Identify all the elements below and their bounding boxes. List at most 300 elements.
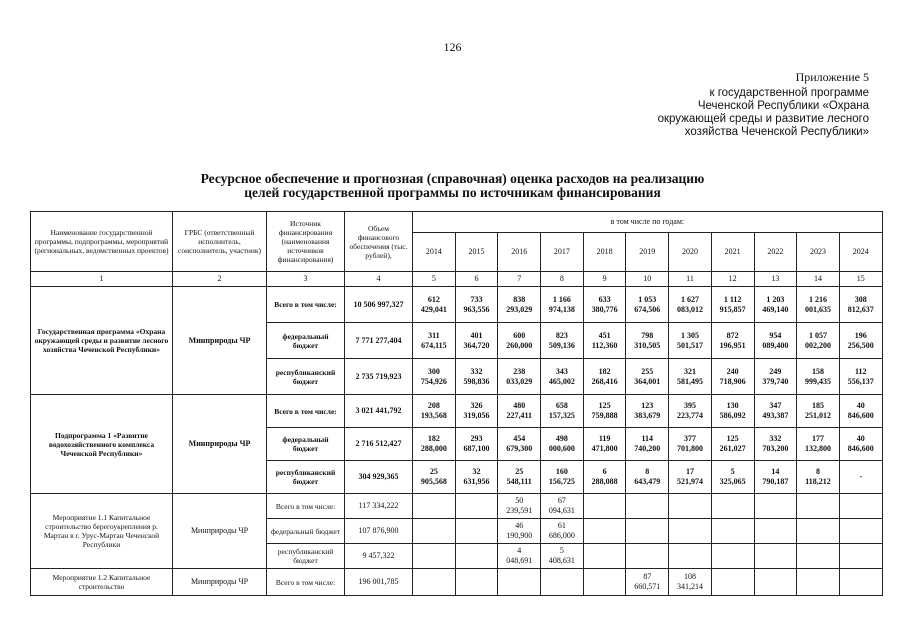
value-remainder: 193,568 [420, 411, 447, 420]
year-value [669, 323, 712, 359]
year-value [413, 461, 456, 494]
row-source: федеральный бюджет [267, 519, 345, 544]
year-value [797, 287, 840, 323]
header-year: 2016 [498, 233, 541, 272]
value-thousands: 40 [856, 434, 865, 443]
value-thousands: 1 627 [680, 294, 699, 304]
year-value [711, 461, 754, 494]
value-remainder: 223,774 [676, 411, 703, 420]
year-value [839, 323, 882, 359]
year-value [498, 461, 541, 494]
value-thousands: 125 [726, 434, 739, 443]
year-value [583, 544, 626, 569]
value-thousands: 733 [470, 294, 483, 304]
header-year: 2021 [711, 233, 754, 272]
value-remainder: 132,800 [805, 444, 832, 453]
row-volume: 2 716 512,427 [345, 428, 413, 461]
row-name: Мероприятие 1.1 Капитальное строительство берегоукрепления р. Мартан в г. Урус-Мартан Чеченской Республики [31, 494, 173, 569]
value-thousands: 238 [513, 366, 526, 376]
year-value [583, 494, 626, 519]
value-remainder: 260,000 [506, 340, 533, 350]
year-value [754, 461, 797, 494]
value-remainder: 999,435 [805, 376, 832, 386]
row-name: Государственная программа «Охрана окружающей среды и развитие лесного хозяйства Чеченской Республики» [31, 287, 173, 395]
header-year: 2020 [669, 233, 712, 272]
value-thousands: 5 [730, 467, 735, 476]
year-value [455, 519, 498, 544]
value-remainder: 548,111 [506, 477, 532, 486]
value-remainder: 493,387 [762, 411, 789, 420]
value-remainder: 521,974 [676, 477, 703, 486]
value-remainder: 915,857 [719, 304, 746, 314]
year-value [583, 519, 626, 544]
value-remainder: 429,041 [420, 304, 447, 314]
year-value [455, 323, 498, 359]
header-year: 2014 [413, 233, 456, 272]
year-value [583, 428, 626, 461]
value-remainder: 227,411 [506, 411, 532, 420]
value-remainder: 239,591 [506, 506, 533, 515]
column-index: 12 [711, 272, 754, 287]
value-remainder: 256,500 [847, 340, 874, 350]
year-value [754, 395, 797, 428]
year-value [754, 494, 797, 519]
row-name: Мероприятие 1.2 Капитальное строительство [31, 569, 173, 596]
value-remainder: 380,776 [591, 304, 618, 314]
value-thousands: 612 [427, 294, 440, 304]
year-value [455, 569, 498, 596]
value-remainder: 754,926 [420, 376, 447, 386]
value-remainder: 319,056 [463, 411, 490, 420]
value-thousands: 451 [598, 330, 611, 340]
year-value [797, 461, 840, 494]
value-thousands: 67 [557, 496, 566, 505]
column-index: 13 [754, 272, 797, 287]
year-value [797, 494, 840, 519]
header-year: 2015 [455, 233, 498, 272]
value-remainder: 703,200 [762, 444, 789, 453]
appendix-line: окружающей среды и развитие лесного [657, 113, 869, 125]
value-thousands: 395 [683, 401, 696, 410]
value-remainder: 048,691 [506, 556, 533, 565]
value-remainder: 701,800 [676, 444, 703, 453]
value-remainder: 674,506 [634, 304, 661, 314]
header-grbs: ГРБС (ответственный исполнитель, соисполнитель, участник) [173, 212, 267, 272]
value-remainder: 364,001 [634, 376, 661, 386]
row-source: Всего в том числе: [267, 494, 345, 519]
value-remainder: 963,556 [463, 304, 490, 314]
value-thousands: 332 [769, 434, 782, 443]
row-volume: 117 334,222 [345, 494, 413, 519]
year-value [797, 519, 840, 544]
year-value [839, 494, 882, 519]
value-thousands: 1 112 [723, 294, 742, 304]
header-year: 2022 [754, 233, 797, 272]
header-source: Источник финансирования (наименования источников финансирования) [267, 212, 345, 272]
table-row [31, 287, 883, 323]
year-value [626, 569, 669, 596]
value-thousands: 5 [559, 546, 564, 555]
value-remainder: 598,836 [463, 376, 490, 386]
year-value [669, 519, 712, 544]
value-thousands: 954 [769, 330, 782, 340]
value-thousands: 454 [513, 434, 526, 443]
value-thousands: 343 [555, 366, 568, 376]
value-thousands: 872 [726, 330, 739, 340]
value-thousands: 17 [685, 467, 694, 476]
year-value [669, 494, 712, 519]
value-thousands: 600 [513, 330, 526, 340]
year-value [626, 461, 669, 494]
row-grbs: Минприроды ЧР [173, 395, 267, 494]
year-value [541, 428, 584, 461]
year-value [498, 494, 541, 519]
year-value [541, 323, 584, 359]
year-value [669, 569, 712, 596]
year-value [797, 569, 840, 596]
year-value [797, 395, 840, 428]
row-volume: 2 735 719,923 [345, 359, 413, 395]
column-index: 4 [345, 272, 413, 287]
value-thousands: - [859, 472, 863, 481]
header-year: 2023 [797, 233, 840, 272]
year-value [498, 544, 541, 569]
year-value [583, 461, 626, 494]
year-value [498, 395, 541, 428]
value-remainder: 718,906 [719, 376, 746, 386]
value-thousands: 240 [726, 366, 739, 376]
appendix-line: к государственной программе [709, 87, 869, 99]
value-remainder: 001,635 [805, 304, 832, 314]
column-index: 1 [31, 272, 173, 287]
value-thousands: 160 [555, 467, 568, 476]
year-value [583, 569, 626, 596]
value-thousands: 321 [683, 366, 696, 376]
column-index: 3 [267, 272, 345, 287]
value-remainder: 643,479 [634, 477, 661, 486]
value-thousands: 293 [470, 434, 483, 443]
year-value [498, 569, 541, 596]
header-by-years: в том числе по годам: [413, 212, 883, 233]
value-thousands: 498 [555, 434, 568, 443]
year-value [626, 519, 669, 544]
year-value [626, 359, 669, 395]
appendix-line: хозяйства Чеченской Республики» [684, 126, 869, 138]
year-value [839, 395, 882, 428]
document-title [0, 172, 905, 200]
value-thousands: 1 057 [809, 330, 828, 340]
year-value [839, 359, 882, 395]
year-value [541, 544, 584, 569]
value-thousands: 61 [557, 521, 566, 530]
value-remainder: 033,029 [506, 376, 533, 386]
year-value [626, 287, 669, 323]
resource-table [30, 211, 883, 596]
value-remainder: 293,029 [506, 304, 533, 314]
year-value [455, 428, 498, 461]
value-remainder: 094,631 [548, 506, 575, 515]
value-thousands: 633 [598, 294, 611, 304]
year-value [455, 287, 498, 323]
year-value [669, 287, 712, 323]
value-remainder: 674,115 [421, 340, 447, 350]
value-thousands: 14 [771, 467, 780, 476]
value-thousands: 1 216 [809, 294, 828, 304]
row-source: Всего в том числе: [267, 569, 345, 596]
value-remainder: 261,027 [719, 444, 746, 453]
year-value [498, 519, 541, 544]
value-remainder: 325,065 [719, 477, 746, 486]
value-remainder: 740,200 [634, 444, 661, 453]
year-value [754, 359, 797, 395]
row-source: республиканский бюджет [267, 544, 345, 569]
value-thousands: 798 [641, 330, 654, 340]
year-value [669, 395, 712, 428]
year-value [541, 287, 584, 323]
appendix-label: Приложение 5 [795, 70, 869, 84]
year-value [541, 461, 584, 494]
value-remainder: 157,325 [548, 411, 575, 420]
year-value [413, 323, 456, 359]
year-value [754, 544, 797, 569]
year-value [498, 359, 541, 395]
header-name: Наименование государственной программы, подпрограммы, мероприятий (региональных, ведомственных проектов) [31, 212, 173, 272]
value-remainder: 660,571 [634, 582, 661, 591]
value-thousands: 114 [641, 434, 654, 443]
value-thousands: 177 [812, 434, 825, 443]
value-remainder: 268,416 [591, 376, 618, 386]
value-remainder: 341,214 [676, 582, 703, 591]
value-thousands: 8 [645, 467, 650, 476]
row-name: Подпрограмма 1 «Развитие водохозяйственного комплекса Чеченской Республики» [31, 395, 173, 494]
value-thousands: 87 [643, 572, 652, 581]
year-value [839, 428, 882, 461]
year-value [455, 359, 498, 395]
column-index: 6 [455, 272, 498, 287]
row-source: республиканский бюджет [267, 359, 345, 395]
year-value [583, 323, 626, 359]
value-thousands: 50 [515, 496, 524, 505]
column-index: 7 [498, 272, 541, 287]
year-value [711, 428, 754, 461]
value-thousands: 300 [427, 366, 440, 376]
year-value [754, 287, 797, 323]
row-grbs: Минприроды ЧР [173, 287, 267, 395]
value-remainder: 812,637 [847, 304, 874, 314]
value-thousands: 1 166 [552, 294, 571, 304]
value-thousands: 112 [855, 366, 867, 376]
value-remainder: 846,600 [847, 444, 874, 453]
value-remainder: 631,956 [463, 477, 490, 486]
column-index: 15 [839, 272, 882, 287]
page-number: 126 [443, 40, 462, 54]
header-year: 2024 [839, 233, 882, 272]
year-value [541, 395, 584, 428]
row-source: Всего в том числе: [267, 287, 345, 323]
year-value [455, 544, 498, 569]
row-volume: 196 001,785 [345, 569, 413, 596]
year-value [541, 494, 584, 519]
value-remainder: 469,140 [762, 304, 789, 314]
value-remainder: 379,740 [762, 376, 789, 386]
value-remainder: 000,600 [548, 444, 575, 453]
value-thousands: 185 [812, 401, 825, 410]
year-value [413, 428, 456, 461]
table-row [31, 395, 883, 428]
value-thousands: 25 [515, 467, 524, 476]
year-value [711, 323, 754, 359]
year-value [455, 395, 498, 428]
value-thousands: 208 [427, 401, 440, 410]
value-thousands: 108 [683, 572, 696, 581]
value-thousands: 658 [555, 401, 568, 410]
year-value [669, 428, 712, 461]
column-index: 2 [173, 272, 267, 287]
value-thousands: 255 [641, 366, 654, 376]
column-index: 9 [583, 272, 626, 287]
value-remainder: 310,505 [634, 340, 661, 350]
value-remainder: 190,900 [506, 531, 533, 540]
row-volume: 7 771 277,404 [345, 323, 413, 359]
value-remainder: 846,600 [847, 411, 874, 420]
value-thousands: 8 [816, 467, 821, 476]
value-thousands: 311 [428, 330, 440, 340]
value-remainder: 364,720 [463, 340, 490, 350]
year-value [626, 395, 669, 428]
year-value [498, 323, 541, 359]
header-volume: Объем финансового обеспечения (тыс. рублей), [345, 212, 413, 272]
year-value [413, 395, 456, 428]
value-remainder: 408,631 [548, 556, 575, 565]
year-value [669, 544, 712, 569]
value-remainder: 905,568 [420, 477, 447, 486]
value-remainder: 790,187 [762, 477, 789, 486]
year-value [455, 461, 498, 494]
value-thousands: 182 [598, 366, 611, 376]
year-value [669, 461, 712, 494]
year-value [498, 287, 541, 323]
row-grbs: Минприроды ЧР [173, 494, 267, 569]
value-remainder: 465,002 [548, 376, 575, 386]
value-thousands: 119 [598, 434, 611, 443]
value-remainder: 251,012 [805, 411, 832, 420]
year-value [711, 544, 754, 569]
row-volume: 3 021 441,792 [345, 395, 413, 428]
value-remainder: 509,136 [548, 340, 575, 350]
year-value [839, 461, 882, 494]
row-volume: 304 929,365 [345, 461, 413, 494]
year-value [413, 519, 456, 544]
value-thousands: 823 [555, 330, 568, 340]
year-value [626, 544, 669, 569]
header-year: 2019 [626, 233, 669, 272]
year-value [797, 359, 840, 395]
value-thousands: 838 [513, 294, 526, 304]
year-value [839, 287, 882, 323]
year-value [583, 395, 626, 428]
year-value [583, 359, 626, 395]
year-value [839, 544, 882, 569]
year-value [626, 494, 669, 519]
value-remainder: 118,212 [805, 477, 831, 486]
value-remainder: 156,725 [548, 477, 575, 486]
year-value [541, 569, 584, 596]
value-thousands: 130 [726, 401, 739, 410]
year-value [711, 359, 754, 395]
year-value [797, 323, 840, 359]
value-remainder: 288,000 [420, 444, 447, 453]
value-remainder: 687,100 [463, 444, 490, 453]
year-value [754, 569, 797, 596]
value-thousands: 480 [513, 401, 526, 410]
value-thousands: 40 [856, 401, 865, 410]
year-value [541, 359, 584, 395]
year-value [797, 428, 840, 461]
value-thousands: 249 [769, 366, 782, 376]
row-source: республиканский бюджет [267, 461, 345, 494]
year-value [711, 287, 754, 323]
year-value [413, 569, 456, 596]
column-index: 11 [669, 272, 712, 287]
value-remainder: 083,012 [676, 304, 703, 314]
table-row [31, 494, 883, 519]
row-volume: 9 457,322 [345, 544, 413, 569]
value-remainder: 974,138 [548, 304, 575, 314]
value-thousands: 25 [429, 467, 438, 476]
year-value [669, 359, 712, 395]
year-value [455, 494, 498, 519]
value-remainder: 501,517 [676, 340, 703, 350]
year-value [583, 287, 626, 323]
row-source: Всего в том числе: [267, 395, 345, 428]
value-thousands: 46 [515, 521, 524, 530]
value-remainder: 686,000 [548, 531, 575, 540]
year-value [541, 519, 584, 544]
year-value [711, 494, 754, 519]
row-volume: 10 506 997,327 [345, 287, 413, 323]
year-value [754, 323, 797, 359]
year-value [711, 519, 754, 544]
header-year: 2018 [583, 233, 626, 272]
year-value [754, 428, 797, 461]
row-source: федеральный бюджет [267, 323, 345, 359]
value-thousands: 1 203 [766, 294, 785, 304]
year-value [839, 519, 882, 544]
value-remainder: 556,137 [847, 376, 874, 386]
year-value [626, 323, 669, 359]
value-thousands: 347 [769, 401, 782, 410]
header-year: 2017 [541, 233, 584, 272]
value-remainder: 002,200 [805, 340, 832, 350]
year-value [413, 494, 456, 519]
title-line-1: Ресурсное обеспечение и прогнозная (справочная) оценка расходов на реализацию [200, 171, 705, 186]
value-thousands: 182 [427, 434, 440, 443]
value-thousands: 401 [470, 330, 483, 340]
value-thousands: 158 [812, 366, 825, 376]
year-value [413, 544, 456, 569]
year-value [413, 359, 456, 395]
value-thousands: 125 [598, 401, 611, 410]
value-thousands: 377 [683, 434, 696, 443]
value-thousands: 326 [470, 401, 483, 410]
value-thousands: 123 [641, 401, 654, 410]
value-remainder: 586,092 [719, 411, 746, 420]
value-thousands: 6 [602, 467, 607, 476]
value-remainder: 471,800 [591, 444, 618, 453]
row-source: федеральный бюджет [267, 428, 345, 461]
column-index: 14 [797, 272, 840, 287]
value-thousands: 1 305 [680, 330, 699, 340]
